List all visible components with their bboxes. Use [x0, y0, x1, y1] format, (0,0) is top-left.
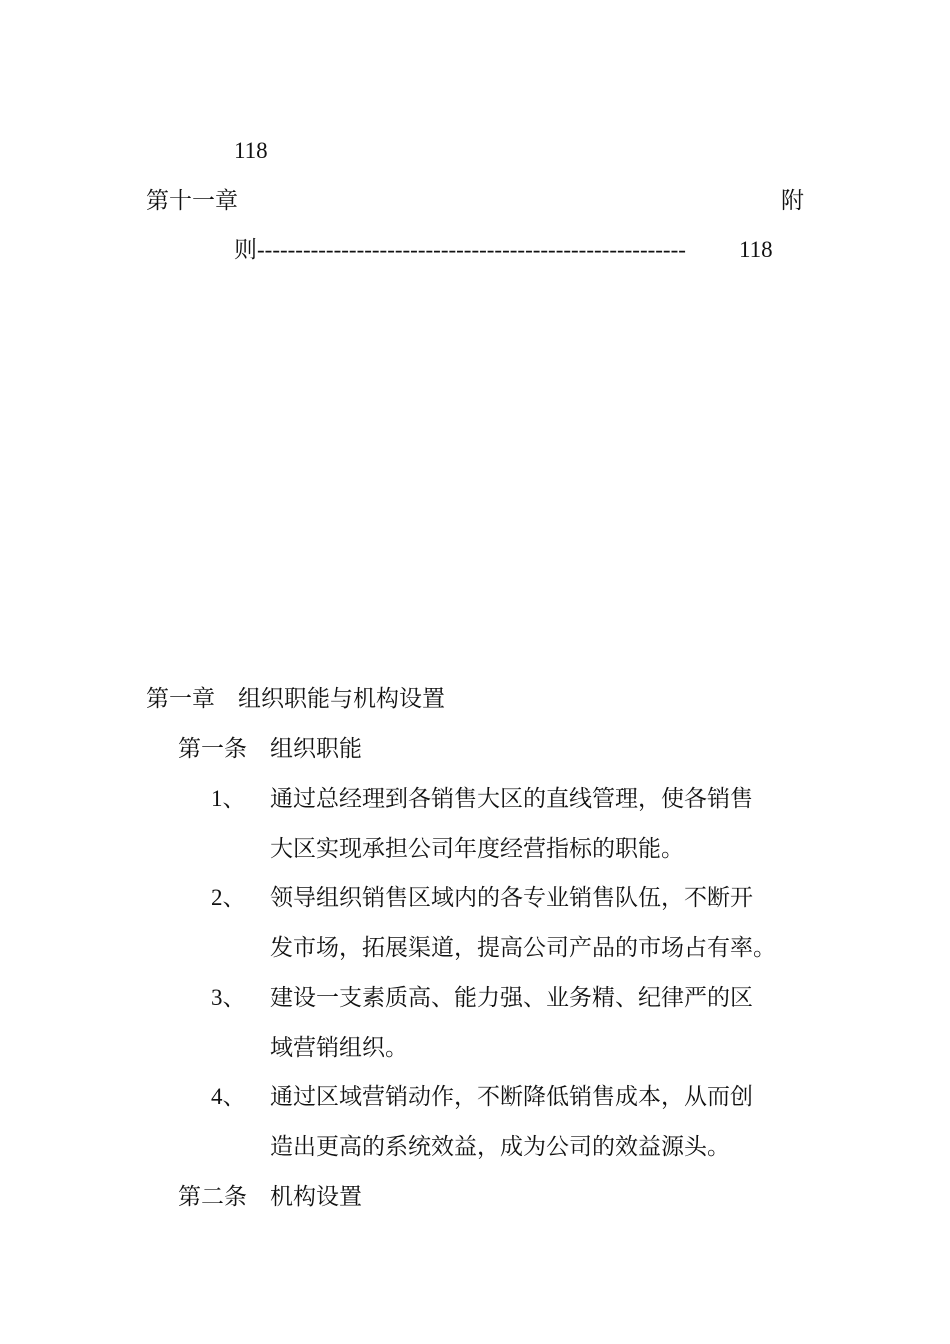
list-item-text: 通过区域营销动作，不断降低销售成本，从而创 — [270, 1084, 753, 1110]
list-item-number: 1、 — [211, 786, 246, 811]
list-item-text: 域营销组织。 — [270, 1035, 408, 1061]
list-item-number: 2、 — [211, 885, 246, 910]
toc-page-number: 118 — [234, 138, 268, 163]
list-item-text: 造出更高的系统效益，成为公司的效益源头。 — [270, 1134, 730, 1160]
list-item-text: 发市场，拓展渠道，提高公司产品的市场占有率。 — [270, 935, 776, 961]
toc-chapter11-page: 118 — [739, 237, 773, 262]
article-heading: 第二条 机构设置 — [178, 1184, 362, 1210]
toc-chapter11-title-part2: 则 — [234, 237, 257, 263]
toc-leader-dots: -------------------------------------------------------- — [257, 237, 686, 262]
list-item-text: 大区实现承担公司年度经营指标的职能。 — [270, 836, 684, 862]
list-item-number: 3、 — [211, 985, 246, 1010]
list-item-number: 4、 — [211, 1084, 246, 1109]
article-heading: 第一条 组织职能 — [178, 736, 362, 762]
toc-chapter11-entry — [234, 235, 773, 265]
list-item-text: 建设一支素质高、能力强、业务精、纪律严的区 — [270, 985, 753, 1011]
chapter-heading: 第一章 组织职能与机构设置 — [146, 686, 445, 712]
toc-chapter11-label: 第十一章 — [146, 188, 238, 214]
toc-chapter11-title-part1: 附 — [781, 188, 804, 214]
list-item-text: 通过总经理到各销售大区的直线管理，使各销售 — [270, 786, 753, 812]
list-item-text: 领导组织销售区域内的各专业销售队伍，不断开 — [270, 885, 753, 911]
